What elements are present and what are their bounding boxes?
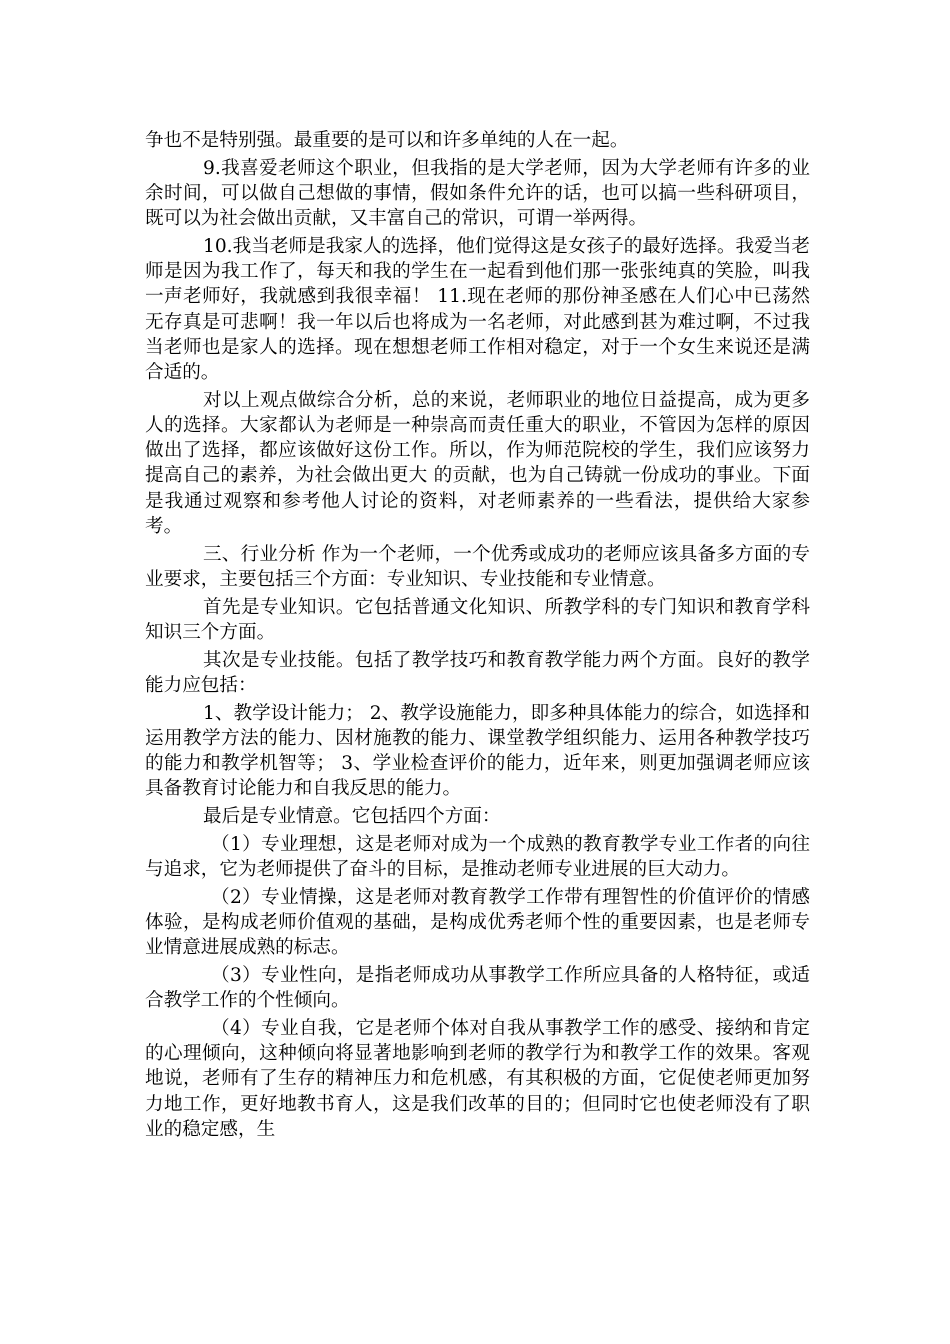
paragraph-item-4: （4）专业自我，它是老师个体对自我从事教学工作的感受、接纳和肯定的心理倾向，这种倾向将显著地影响到老师的教学行为和教学工作的效果。客观地说，老师有了生存的精神压力和危机感，有其积极的方面，它促使老师更加努力地工作，更好地教书育人，这是我们改革的目的；但同时它也使老师没有了职业的稳定感，生 (145, 1018, 810, 1140)
paragraph-opinion-10-11: 10.我当老师是我家人的选择，他们觉得这是女孩子的最好选择。我爱当老师是因为我工作了，每天和我的学生在一起看到他们那一张张纯真的笑脸，叫我一声老师好，我就感到我很幸福！ 11.现在老师的那份神圣感在人们心中已荡然无存真是可悲啊！我一年以后也将成为一名老师，对此感到甚为难过啊，不过我当老师也是家人的选择。现在想想老师工作相对稳定，对于一个女生来说还是满合适的。 (145, 236, 810, 384)
paragraph-teaching-abilities: 1、教学设计能力； 2、教学设施能力，即多种具体能力的综合，如选择和运用教学方法的能力、因材施教的能力、课堂教学组织能力、运用各种教学技巧的能力和教学机智等； 3、学业检查评价的能力，近年来，则更加强调老师应该具备教育讨论能力和自我反思的能力。 (145, 702, 810, 800)
paragraph-professional-skills: 其次是专业技能。包括了教学技巧和教育教学能力两个方面。良好的教学能力应包括： (145, 649, 810, 696)
paragraph-professional-sentiment: 最后是专业情意。它包括四个方面： (203, 806, 501, 828)
paragraph-item-2: （2）专业情操，这是老师对教育教学工作带有理智性的价值评价的情感体验，是构成老师价值观的基础，是构成优秀老师个性的重要因素，也是老师专业情意进展成熟的标志。 (145, 886, 810, 959)
paragraph-item-3: （3）专业性向，是指老师成功从事教学工作所应具备的人格特征，或适合教学工作的个性倾向。 (145, 965, 810, 1012)
paragraph-continuation: 争也不是特别强。最重要的是可以和许多单纯的人在一起。 (145, 130, 629, 151)
document-page (145, 128, 810, 1145)
paragraph-analysis-summary: 对以上观点做综合分析，总的来说，老师职业的地位日益提高，成为更多人的选择。大家都认为老师是一种崇高而责任重大的职业，不管因为怎样的原因做出了选择，都应该做好这份工作。所以，作为师范院校的学生，我们应该努力提高自己的素养，为社会做出更大 的贡献，也为自己铸就一份成功的事业。下面是我通过观察和参考他人讨论的资料，对老师素养的一些看法，提供给大家参考。 (145, 389, 810, 537)
paragraph-item-1: （1）专业理想，这是老师对成为一个成熟的教育教学专业工作者的向往与追求，它为老师提供了奋斗的目标，是推动老师专业进展的巨大动力。 (145, 833, 810, 881)
paragraph-opinion-9: 9.我喜爱老师这个职业，但我指的是大学老师，因为大学老师有许多的业余时间，可以做自己想做的事情，假如条件允许的话，也可以搞一些科研项目，既可以为社会做出贡献，又丰富自己的常识，可谓一举两得。 (145, 157, 810, 230)
paragraph-industry-analysis: 三、行业分析 作为一个老师，一个优秀或成功的老师应该具备多方面的专业要求，主要包括三个方面：专业知识、专业技能和专业情意。 (145, 543, 810, 590)
paragraph-professional-knowledge: 首先是专业知识。它包括普通文化知识、所教学科的专门知识和教育学科知识三个方面。 (145, 596, 810, 643)
